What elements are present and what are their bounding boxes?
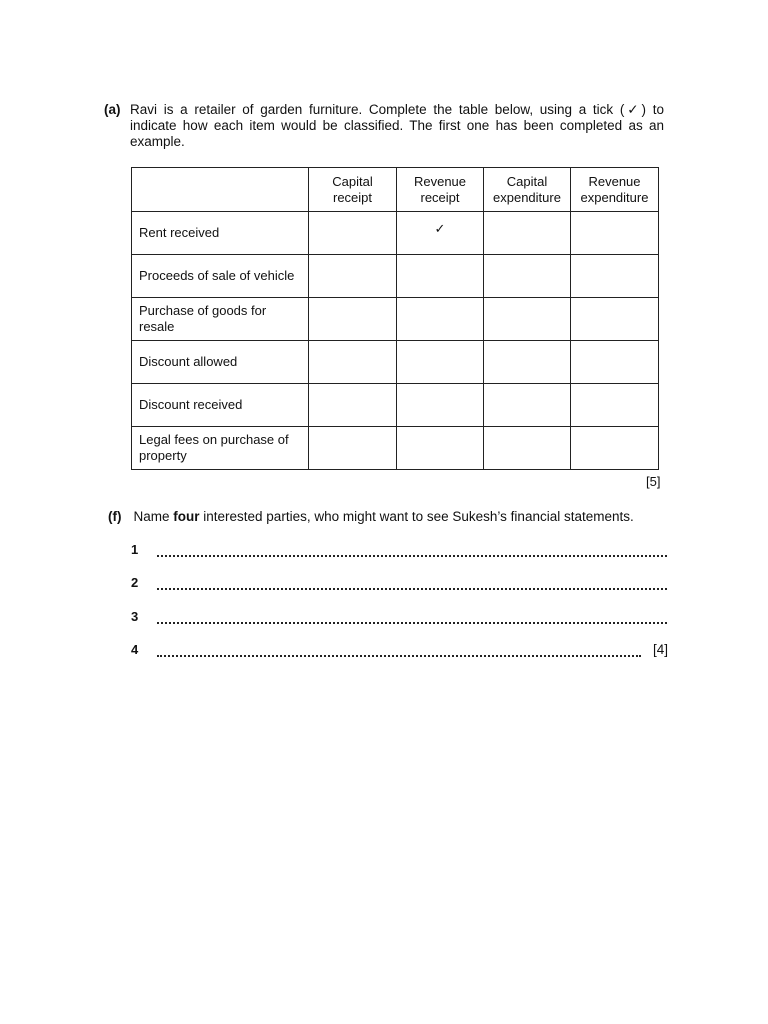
table-header-row xyxy=(132,168,659,212)
cell-capital-expenditure[interactable] xyxy=(484,212,571,255)
cell-revenue-expenditure[interactable] xyxy=(571,341,659,384)
table-row xyxy=(132,384,659,427)
question-f-label: (f) xyxy=(108,509,122,524)
cell-revenue-receipt[interactable] xyxy=(397,341,484,384)
cell-capital-receipt[interactable] xyxy=(309,427,397,470)
question-f-emphasis: four xyxy=(173,509,200,524)
cell-revenue-receipt[interactable] xyxy=(397,427,484,470)
answer-line-3[interactable] xyxy=(157,622,667,624)
cell-revenue-expenditure[interactable] xyxy=(571,384,659,427)
row-item: Rent received xyxy=(132,212,309,255)
answer-number-2: 2 xyxy=(131,575,139,590)
question-a xyxy=(104,102,664,150)
cell-capital-receipt[interactable] xyxy=(309,384,397,427)
cell-capital-expenditure[interactable] xyxy=(484,255,571,298)
tick-mark: ✓ xyxy=(434,221,446,236)
answer-line-2[interactable] xyxy=(157,588,667,590)
cell-capital-expenditure[interactable] xyxy=(484,341,571,384)
header-revenue-expenditure: Revenue expenditure xyxy=(571,168,659,212)
table-row xyxy=(132,298,659,341)
cell-revenue-receipt[interactable] xyxy=(397,212,484,255)
header-capital-receipt: Capital receipt xyxy=(309,168,397,212)
cell-capital-receipt[interactable] xyxy=(309,341,397,384)
answer-line-1[interactable] xyxy=(157,555,667,557)
question-a-label: (a) xyxy=(104,102,121,117)
classification-table xyxy=(131,167,659,470)
row-item: Purchase of goods for resale xyxy=(132,298,309,341)
cell-revenue-expenditure[interactable] xyxy=(571,427,659,470)
cell-revenue-expenditure[interactable] xyxy=(571,298,659,341)
header-revenue-receipt: Revenue receipt xyxy=(397,168,484,212)
marks-question-a: [5] xyxy=(646,474,661,489)
table-row xyxy=(132,212,659,255)
row-item: Proceeds of sale of vehicle xyxy=(132,255,309,298)
cell-capital-receipt[interactable] xyxy=(309,212,397,255)
table-row xyxy=(132,427,659,470)
answer-number-1: 1 xyxy=(131,542,139,557)
row-item: Legal fees on purchase of property xyxy=(132,427,309,470)
cell-capital-expenditure[interactable] xyxy=(484,298,571,341)
cell-revenue-receipt[interactable] xyxy=(397,384,484,427)
cell-capital-receipt[interactable] xyxy=(309,298,397,341)
marks-question-f: [4] xyxy=(653,642,669,657)
table-row xyxy=(132,341,659,384)
question-f xyxy=(108,509,634,524)
answer-number-3: 3 xyxy=(131,609,139,624)
cell-revenue-expenditure[interactable] xyxy=(571,255,659,298)
cell-capital-receipt[interactable] xyxy=(309,255,397,298)
header-item xyxy=(132,168,309,212)
cell-revenue-receipt[interactable] xyxy=(397,255,484,298)
question-a-text: Ravi is a retailer of garden furniture. Complete the table below, using a tick (✓) to indicate how each item would be classified. The first one has been completed as an example. xyxy=(130,102,664,149)
row-item: Discount allowed xyxy=(132,341,309,384)
cell-revenue-expenditure[interactable] xyxy=(571,212,659,255)
cell-capital-expenditure[interactable] xyxy=(484,384,571,427)
cell-capital-expenditure[interactable] xyxy=(484,427,571,470)
answer-number-4: 4 xyxy=(131,642,139,657)
header-capital-expenditure: Capital expenditure xyxy=(484,168,571,212)
row-item: Discount received xyxy=(132,384,309,427)
table-row xyxy=(132,255,659,298)
question-f-text-after: interested parties, who might want to see Sukesh’s financial statements. xyxy=(199,509,634,524)
cell-revenue-receipt[interactable] xyxy=(397,298,484,341)
answer-line-4[interactable] xyxy=(157,655,641,657)
question-f-text-before: Name xyxy=(133,509,174,524)
